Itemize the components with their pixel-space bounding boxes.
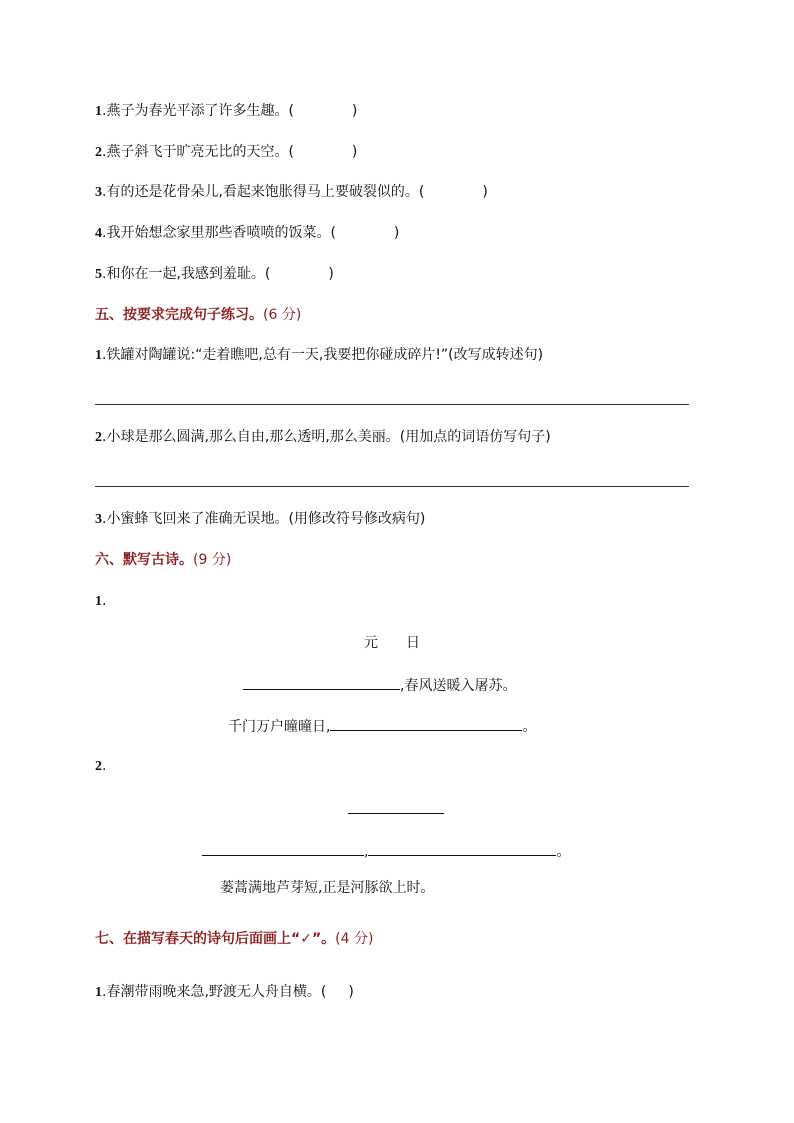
check-icon: ✓ [300,931,312,947]
question-number: 5 [95,267,102,282]
question-4-1: 1.燕子为春光平添了许多生趣。( ) [95,103,358,119]
section-title: 六、默写古诗。 [95,552,193,568]
question-4-3: 3.有的还是花骨朵儿,看起来饱胀得马上要破裂似的。( ) [95,184,488,200]
section-title: 七、在描写春天的诗句后面画上“ [95,931,301,947]
question-number: 1 [95,104,102,119]
question-number: 4 [95,226,102,241]
answer-line-5-2[interactable] [95,486,689,487]
poem-blank[interactable] [368,840,556,856]
question-number: 1 [95,985,102,1000]
poem-blank[interactable] [202,840,364,856]
section-score: (6 分) [263,307,302,323]
poem-blank[interactable] [243,674,400,690]
poem-2-line-1: , 。 [202,840,570,862]
section-5-heading [95,305,301,325]
question-text: .春潮带雨晚来急,野渡无人舟自横。( [102,984,327,1000]
poem-2-number: 2. [95,758,107,774]
question-number: 1 [95,348,102,363]
question-4-5: 5.和你在一起,我感到羞耻。( ) [95,266,334,282]
section-title: 五、按要求完成句子练习。 [95,307,263,323]
question-text: .有的还是花骨朵儿,看起来饱胀得马上要破裂似的。( [102,184,425,200]
question-7-1: 1.春潮带雨晚来急,野渡无人舟自横。( ) [95,984,354,1000]
section-7-heading: 七、在描写春天的诗句后面画上“✓”。(4 分) [95,931,374,947]
question-number: 2 [95,430,102,445]
poem-1-number: 1. [95,593,107,609]
question-5-1 [95,345,543,366]
question-number: 2 [95,145,102,160]
section-6-heading [95,550,231,570]
poem-2-line-2: 蒌蒿满地芦芽短,正是河豚欲上时。 [220,880,435,896]
question-number: 3 [95,512,102,527]
question-5-3 [95,509,425,530]
poem-1-line-1: ,春风送暖入屠苏。 [243,674,516,696]
question-4-4: 4.我开始想念家里那些香喷喷的饭菜。( ) [95,225,400,241]
poem-2-title-blank[interactable] [348,813,444,814]
question-text: .小球是那么圆满,那么自由,那么透明,那么美丽。(用加点的词语仿写句子) [102,429,551,445]
question-4-2: 2.燕子斜飞于旷亮无比的天空。( ) [95,144,358,160]
question-text: .我开始想念家里那些香喷喷的饭菜。( [102,225,336,241]
question-text: .铁罐对陶罐说:“走着瞧吧,总有一天,我要把你碰成碎片!”(改写成转述句) [102,347,544,363]
question-text: .燕子斜飞于旷亮无比的天空。( [102,144,294,160]
question-text: .小蜜蜂飞回来了准确无误地。(用修改符号修改病句) [102,511,426,527]
poem-blank[interactable] [330,715,522,731]
poem-1-line-2: 千门万户曈曈日, 。 [228,715,536,737]
answer-line-5-1[interactable] [95,404,689,405]
question-5-2 [95,427,551,448]
question-text: .燕子为春光平添了许多生趣。( [102,103,294,119]
section-score: (9 分) [193,552,232,568]
section-score: (4 分) [335,931,374,947]
poem-1-title: 元 日 [364,635,420,651]
question-number: 3 [95,185,102,200]
question-text: .和你在一起,我感到羞耻。( [102,266,271,282]
